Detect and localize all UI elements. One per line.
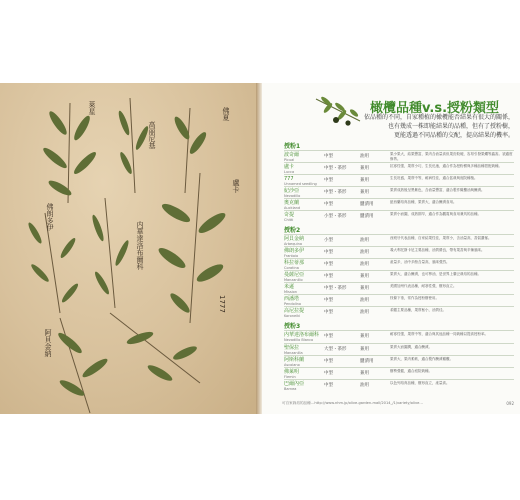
usage: 鹽漬用	[360, 202, 374, 207]
variety-name: 奇提	[284, 212, 295, 218]
photo-page	[0, 83, 258, 414]
tree-size: 中型	[324, 274, 333, 279]
description: 生長旺盛，果實中等，耐病性佳，適合盆栽與庭院種植。	[390, 176, 478, 180]
description: 紐西蘭培育品種，果實大，適合醃漬食用。	[390, 200, 457, 204]
tree-size: 小型・茶形	[324, 214, 347, 219]
tree-size: 中型	[324, 262, 333, 267]
section-header-3	[284, 321, 303, 329]
variety-name: 聖保拉	[284, 345, 300, 351]
olive-branches-illustration	[0, 83, 258, 414]
book-spread	[0, 83, 520, 414]
variety-name: 佛萊明	[284, 369, 300, 375]
usage: 油用	[360, 262, 369, 267]
intro-text	[354, 113, 514, 140]
page-number: 092	[506, 401, 514, 406]
section-number: 授粉2	[284, 227, 301, 234]
section-header-1	[284, 141, 303, 149]
intro-line: 依品種的不同，自家種植的橄欖能否結果有很大的關係，	[363, 114, 514, 121]
label-variety-a: 萊星	[88, 101, 96, 115]
usage: 兼用	[360, 166, 369, 171]
table-row	[284, 306, 514, 319]
footer-note: 可自家栽培的品種…http://www.nhm.jp/olive-garden-mall/2014_/1/variety/olive…	[282, 401, 423, 405]
label-variety-f: 内華達洛布爾科	[136, 221, 144, 270]
description: 果實大，果肉柔軟，適合製作醃漬橄欖。	[390, 357, 453, 361]
table-row	[284, 379, 514, 392]
tree-size: 中型	[324, 298, 333, 303]
page-title: 橄欖品種v.s.授粉類型	[370, 101, 500, 116]
variety-name: 阿斯科蘭	[284, 357, 305, 363]
section-number: 授粉1	[284, 143, 301, 150]
usage: 鹽漬用	[360, 214, 374, 219]
description: 抗寒性強，果實小巧，生長迅速，適合作為授粉樹與多種品種搭配栽種。	[390, 164, 502, 168]
text-page	[262, 83, 520, 414]
description: 樹勢強健，適合庭院栽種。	[390, 369, 432, 373]
variety-latin: Frantoio	[284, 254, 299, 258]
description: 果實大，適合醃漬，也可榨油，是世界上廣泛栽培的品種。	[390, 272, 481, 276]
usage: 兼用	[360, 274, 369, 279]
usage: 鹽漬用	[360, 359, 374, 364]
tree-size: 中型・茶形	[324, 166, 347, 171]
description: 義大利托斯卡尼主要品種，油質優良，帶有果香與辛辣風味。	[390, 248, 485, 252]
tree-size: 中型	[324, 178, 333, 183]
usage: 兼用	[360, 347, 369, 352]
variety-name: 奧克蘭	[284, 200, 300, 206]
variety-latin: Coratina	[284, 266, 299, 270]
variety-latin: Manzanillo	[284, 278, 303, 282]
variety-name: 777	[284, 176, 294, 182]
usage: 兼用	[360, 286, 369, 291]
table-row	[284, 330, 514, 344]
usage: 油用	[360, 383, 369, 388]
label-variety-c: 佛夏	[222, 107, 230, 121]
description: 西班牙代表品種，自家結果性佳，果實小，含油量高，香氣濃郁。	[390, 236, 492, 240]
variety-latin: Lucca	[284, 170, 295, 174]
variety-latin: Nevadillo Blanco	[284, 338, 314, 342]
tree-size: 中型	[324, 250, 333, 255]
usage: 油用	[360, 298, 369, 303]
usage: 兼用	[360, 371, 369, 376]
tree-size: 中型・茶形	[324, 286, 347, 291]
variety-name: 曼薩尼亞	[284, 272, 305, 278]
usage: 兼用	[360, 334, 369, 339]
variety-name: 波奇爾	[284, 152, 300, 158]
usage: 兼用	[360, 178, 369, 183]
tree-size: 中型・茶形	[324, 190, 347, 195]
description: 果實大而圓潤，適合醃漬。	[390, 345, 432, 349]
variety-latin: Mission	[284, 290, 297, 294]
section-number: 授粉3	[284, 323, 301, 330]
variety-name: 内華達洛布爾科	[284, 332, 320, 338]
variety-name: 科拉蒂那	[284, 260, 305, 266]
tree-size: 中型	[324, 383, 333, 388]
label-variety-b: 高丽尼基	[148, 121, 156, 149]
variety-latin: Picual	[284, 158, 295, 162]
variety-name: 米遜	[284, 284, 295, 290]
variety-name: 巴爾內亞	[284, 381, 305, 387]
usage: 兼用	[360, 190, 369, 195]
usage: 油用	[360, 238, 369, 243]
tree-size: 中型	[324, 310, 333, 315]
tree-size: 中型	[324, 371, 333, 376]
variety-name: 紀沙亞	[284, 188, 300, 194]
variety-latin: Chitti	[284, 218, 294, 222]
intro-line: 也有幾成一株即能結果的品種，但有了授粉樹，	[387, 123, 514, 130]
variety-latin: Pendolino	[284, 302, 302, 306]
tree-size: 中型	[324, 202, 333, 207]
usage: 油用	[360, 310, 369, 315]
label-variety-e: 佛朗多伊	[46, 203, 54, 231]
tree-size: 中型	[324, 334, 333, 339]
variety-latin: Auckland	[284, 206, 301, 210]
variety-latin: Koroneiki	[284, 314, 301, 318]
label-variety-h: 1777	[218, 295, 226, 313]
label-variety-d: 盧卡	[232, 179, 240, 193]
variety-name: 阿貝金納	[284, 236, 305, 242]
description: 果實成熟後呈黑紫色，含油量豐富，適合製作橄欖油與醃漬。	[390, 188, 485, 192]
description: 耐寒性強，果實中等，適合與其他品種一同栽種以提高授粉率。	[390, 332, 488, 336]
variety-name: 盧卡	[284, 164, 295, 170]
variety-latin: Ascolano	[284, 363, 300, 367]
usage: 油用	[360, 154, 369, 159]
tree-size: 小型	[324, 238, 333, 243]
variety-name: 佛朗多伊	[284, 248, 305, 254]
variety-name: 高尼拉提	[284, 308, 305, 314]
description: 希臘主要品種，果實極小，油質佳。	[390, 308, 446, 312]
table-row	[284, 210, 514, 223]
variety-latin: Barnea	[284, 387, 297, 391]
variety-latin: Nevadillo	[284, 194, 301, 198]
description: 果小果大，結果豐富，果肉含油量高但果皮較硬，容易引發果蠅等蟲害。須適度修剪。	[390, 152, 513, 161]
tree-size: 中型	[324, 359, 333, 364]
description: 美國加州代表品種，耐寒性強，樹形直立。	[390, 284, 457, 288]
variety-latin: Flemin	[284, 375, 296, 379]
variety-name: 西潘塔	[284, 296, 300, 302]
usage: 油用	[360, 250, 369, 255]
description: 果實小而圓，成熟期早，適合作為觀賞與食用兼具的品種。	[390, 212, 481, 216]
variety-latin: Unnamed seedling	[284, 182, 317, 186]
tree-size: 中型	[324, 154, 333, 159]
label-variety-g: 阿貝金納	[44, 329, 52, 357]
variety-latin: Arbequina	[284, 242, 302, 246]
intro-line: 更能透過不同品種的交配，提高結果的機率。	[393, 132, 514, 139]
variety-latin: Manzanilla	[284, 351, 303, 355]
description: 枝條下垂，常作為授粉樹使用。	[390, 296, 439, 300]
tree-size: 大型・茶形	[324, 347, 347, 352]
section-header-2	[284, 225, 303, 233]
description: 產量多，油中多酚含量高，風味強烈。	[390, 260, 450, 264]
description: 以色列培育品種，樹形直立，產量高。	[390, 381, 450, 385]
